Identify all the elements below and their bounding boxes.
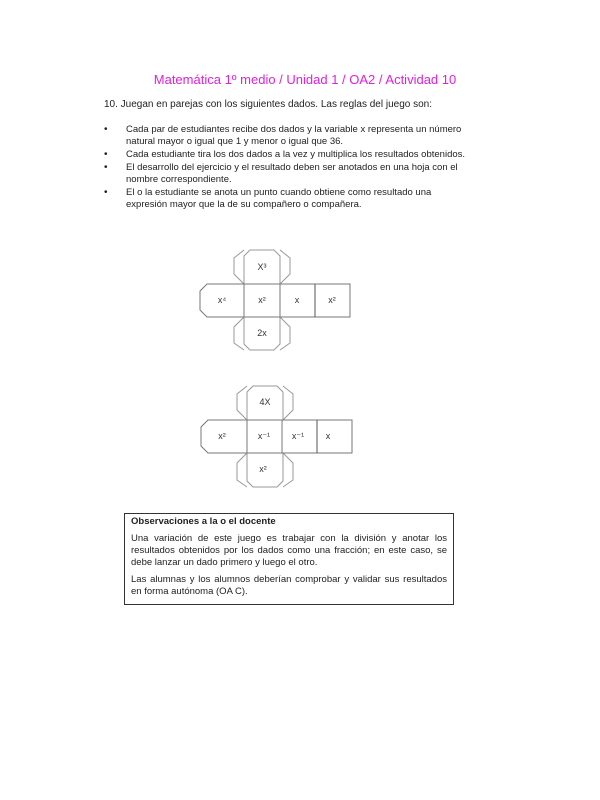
- teacher-observations-box: [124, 513, 454, 605]
- die2-face-left: x²: [218, 431, 226, 441]
- rule-item: • Cada estudiante tira los dos dados a la vez y multiplica los resultados obtenidos.: [104, 149, 474, 161]
- die1-face-center: x²: [258, 295, 266, 305]
- die2-face-right1: x⁻¹: [291, 431, 305, 441]
- die2-face-right2: x: [325, 431, 331, 441]
- observations-heading: Observaciones a la o el docente: [131, 516, 276, 527]
- die2-face-center: x⁻¹: [257, 431, 271, 441]
- observations-paragraph: Una variación de este juego es trabajar con la división y anotar los resultados obtenidos por los dados como una fracción; en este caso, se debe lanzar un dado primero y luego el otro.: [131, 533, 447, 568]
- observations-paragraph: Las alumnas y los alumnos deberían comprobar y validar sus resultados en forma autónoma (OA C).: [131, 574, 447, 597]
- die1-face-top: X³: [257, 262, 267, 272]
- die1-face-right1: x: [294, 295, 300, 305]
- die2-face-top: 4X: [259, 397, 271, 407]
- rule-item: • Cada par de estudiantes recibe dos dados y la variable x representa un número natural mayor o igual que 1 y menor o igual que 36.: [104, 124, 474, 148]
- die1-face-bottom: 2x: [257, 328, 267, 338]
- die1-face-left: x⁴: [217, 295, 227, 305]
- rule-item: • El desarrollo del ejercicio y el resultado deben ser anotados en una hoja con el nombre correspondiente.: [104, 162, 474, 186]
- die2-face-bottom: x²: [259, 464, 267, 474]
- page-title: Matemática 1º medio / Unidad 1 / OA2 / Actividad 10: [153, 72, 457, 87]
- rule-item: • El o la estudiante se anota un punto cuando obtiene como resultado una expresión mayor que la de su compañero o compañera.: [104, 187, 474, 211]
- exercise-intro: 10. Juegan en parejas con los siguientes dados. Las reglas del juego son:: [104, 99, 433, 110]
- die1-face-right2: x²: [328, 295, 336, 305]
